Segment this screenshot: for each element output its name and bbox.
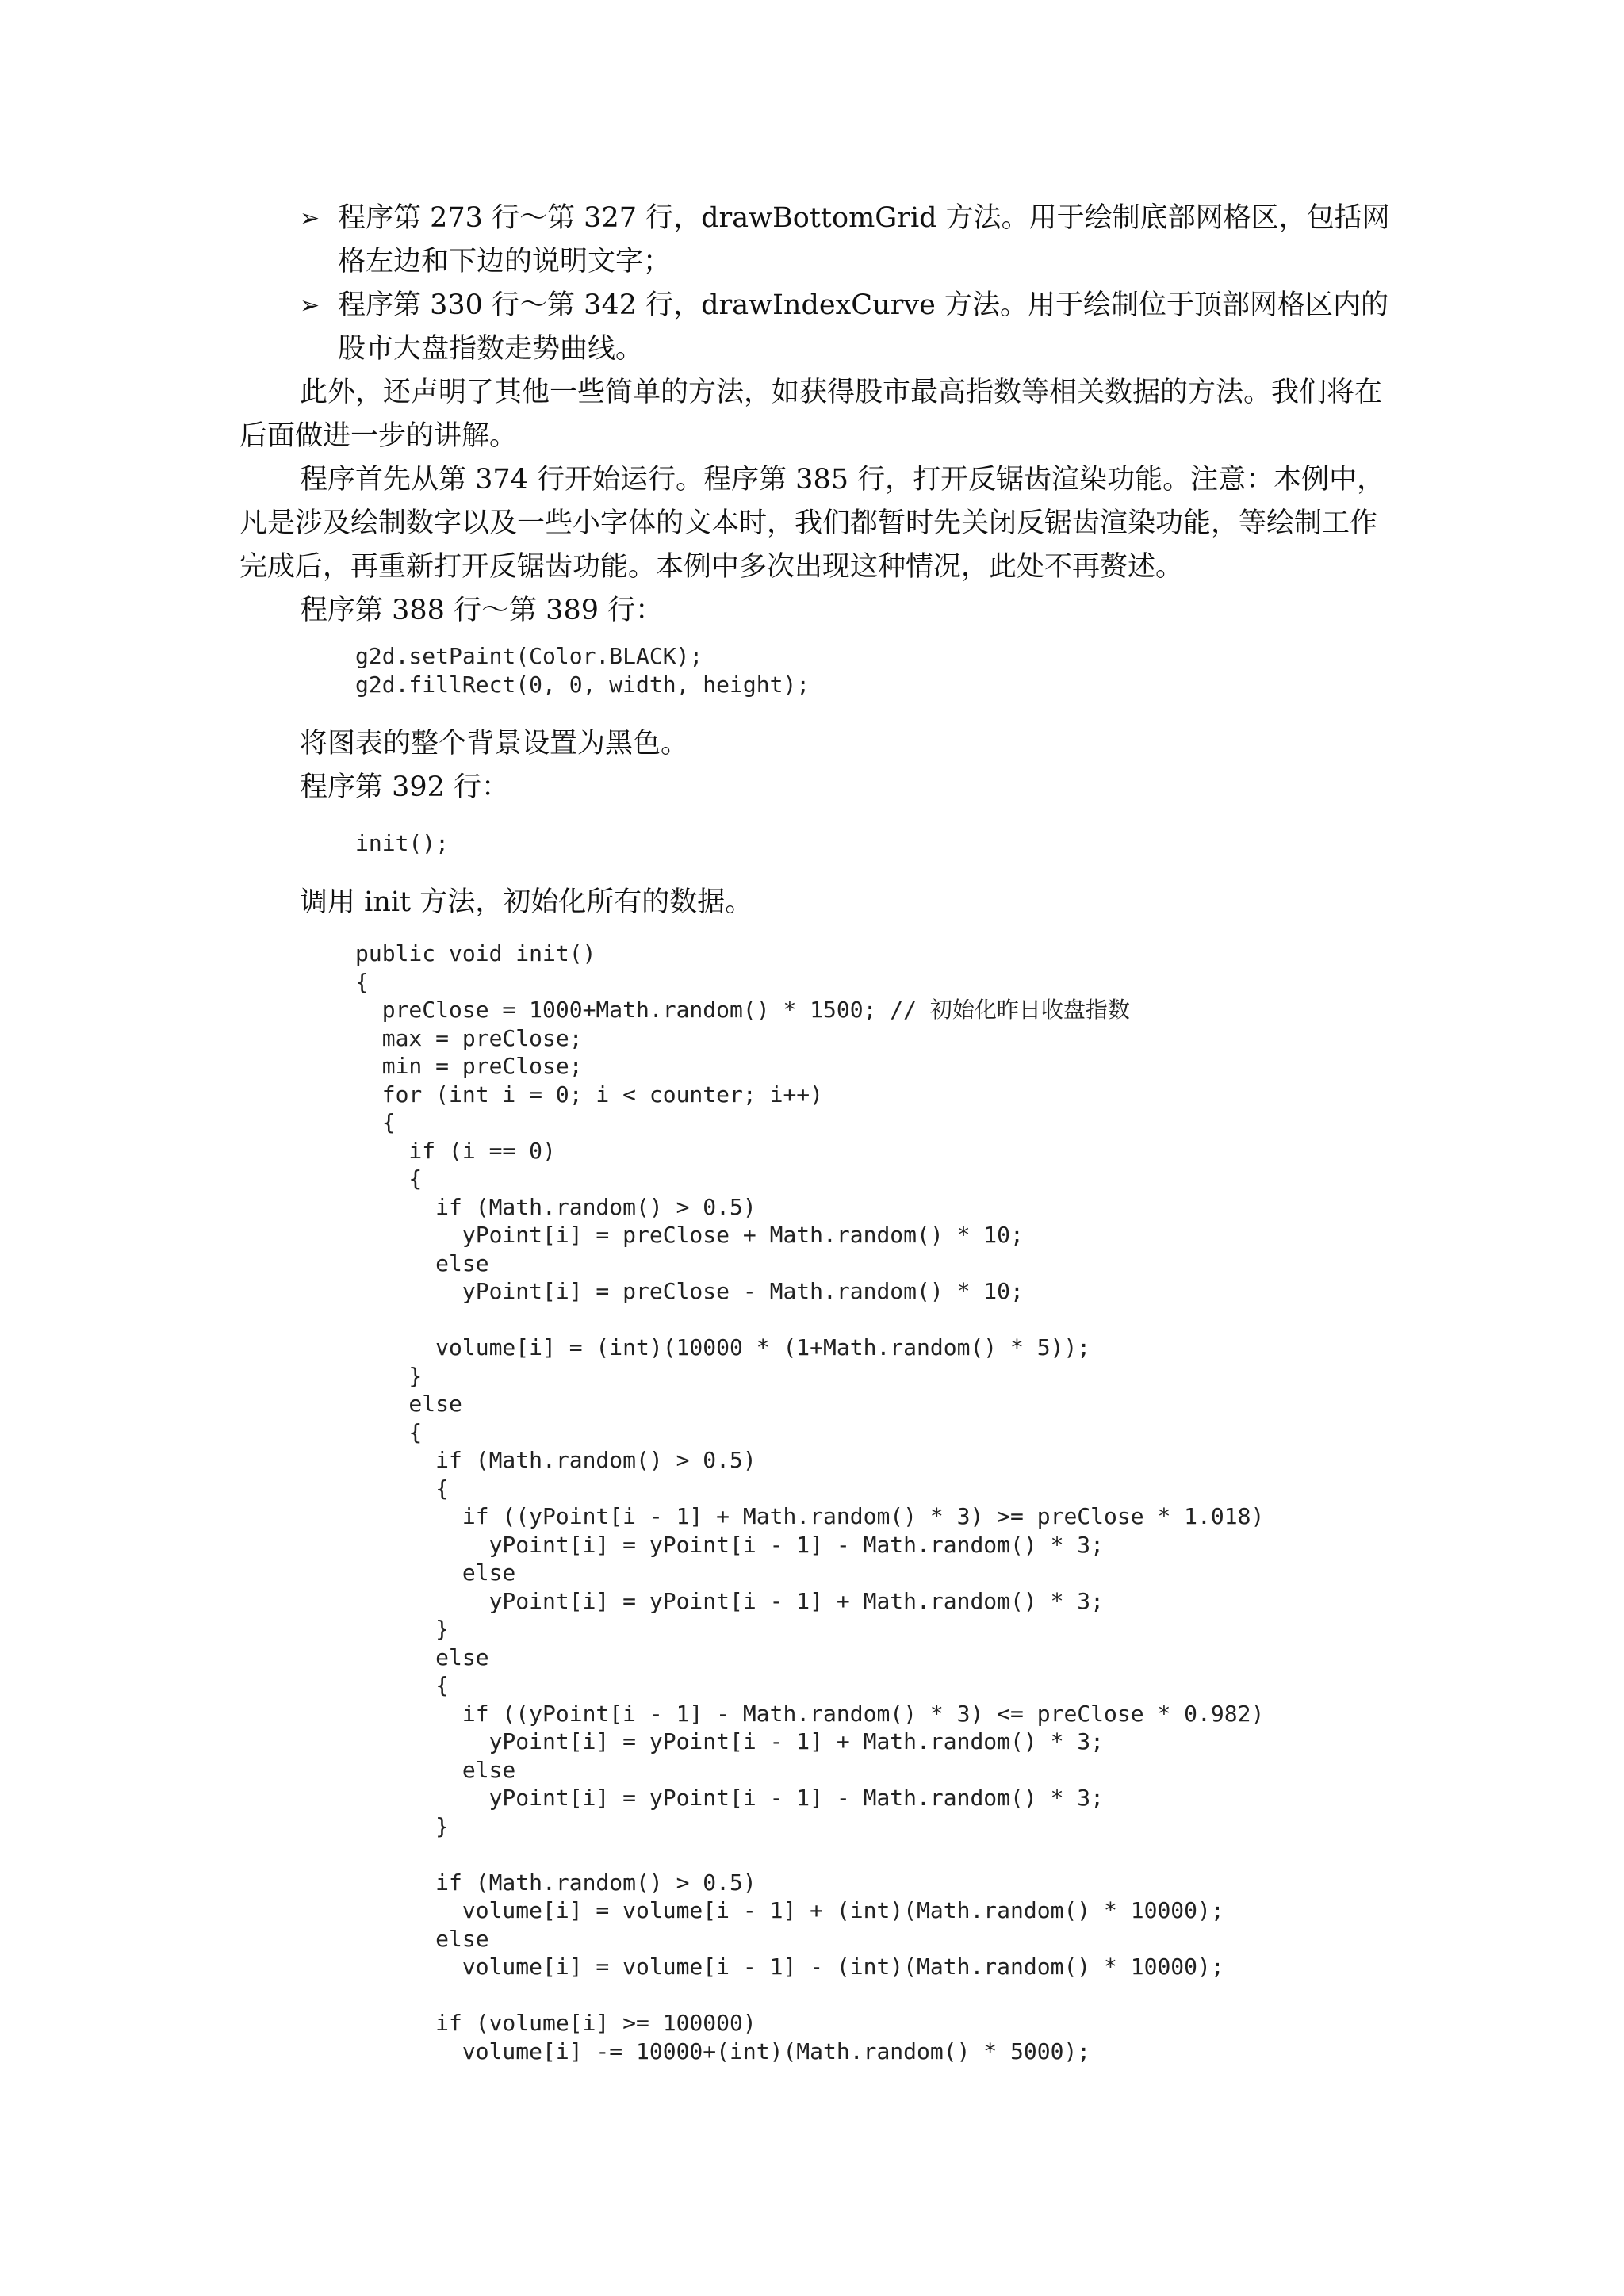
paragraph-program-start: 程序首先从第 374 行开始运行。程序第 385 行，打开反锯齿渲染功能。注意：本例中，凡是涉及绘制数字以及一些小字体的文本时，我们都暂时先关闭反锯齿渲染功能，等绘制工作完成后，再重新打开反锯齿功能。本例中多次出现这种情况，此处不再赘述。 [239,464,1385,583]
bullet-text: 程序第 330 行～第 342 行，drawIndexCurve 方法。用于绘制位于顶部网格区内的股市大盘指数走势曲线。 [338,289,1388,365]
paragraph-lines-388-389: 程序第 388 行～第 389 行： [300,595,664,626]
arrow-bullet-icon: ➢ [300,292,320,320]
method-bullet-list [300,197,1394,371]
list-item [300,197,1394,284]
code-block-fill-background: g2d.setPaint(Color.BLACK); g2d.fillRect(0, 0, width, height); [355,643,810,698]
paragraph-other-methods: 此外，还声明了其他一些简单的方法，如获得股市最高指数等相关数据的方法。我们将在后面做进一步的讲解。 [239,377,1383,452]
paragraph-black-background: 将图表的整个背景设置为黑色。 [300,728,689,760]
list-item [300,284,1394,371]
bullet-text: 程序第 273 行～第 327 行，drawBottomGrid 方法。用于绘制底部网格区，包括网格左边和下边的说明文字； [338,202,1390,277]
paragraph-call-init: 调用 init 方法，初始化所有的数据。 [300,886,753,918]
code-block-init-call: init(); [355,830,450,856]
code-block-init-method: public void init() { preClose = 1000+Math.random() * 1500; // 初始化昨日收盘指数 max = preClose; min = preClose; for (int i = 0; i < counter; i++) { if (i == 0) { if (Math.random() > 0.5) yPoint[i] = preClose + Math.random() * 10; else yPoint[i] = preClose - Math.random() * 10; volume[i] = (int)(10000 * (1+Math.random() * 5)); } else { if (Math.random() > 0.5) { if ((yPoint[i - 1] + Math.random() * 3) >= preClose * 1.018) yPoint[i] = yPoint[i - 1] - Math.random() * 3; else yPoint[i] = yPoint[i - 1] + Math.random() * 3; } else { if ((yPoint[i - 1] - Math.random() * 3) <= preClose * 0.982) yPoint[i] = yPoint[i - 1] + Math.random() * 3; else yPoint[i] = yPoint[i - 1] - Math.random() * 3; } if (Math.random() > 0.5) volume[i] = volume[i - 1] + (int)(Math.random() * 10000); else volume[i] = volume[i - 1] - (int)(Math.random() * 10000); if (volume[i] >= 100000) volume[i] -= 10000+(int)(Math.random() * 5000); [355,940,1265,2064]
paragraph-line-392: 程序第 392 行： [300,771,510,803]
arrow-bullet-icon: ➢ [300,205,320,232]
